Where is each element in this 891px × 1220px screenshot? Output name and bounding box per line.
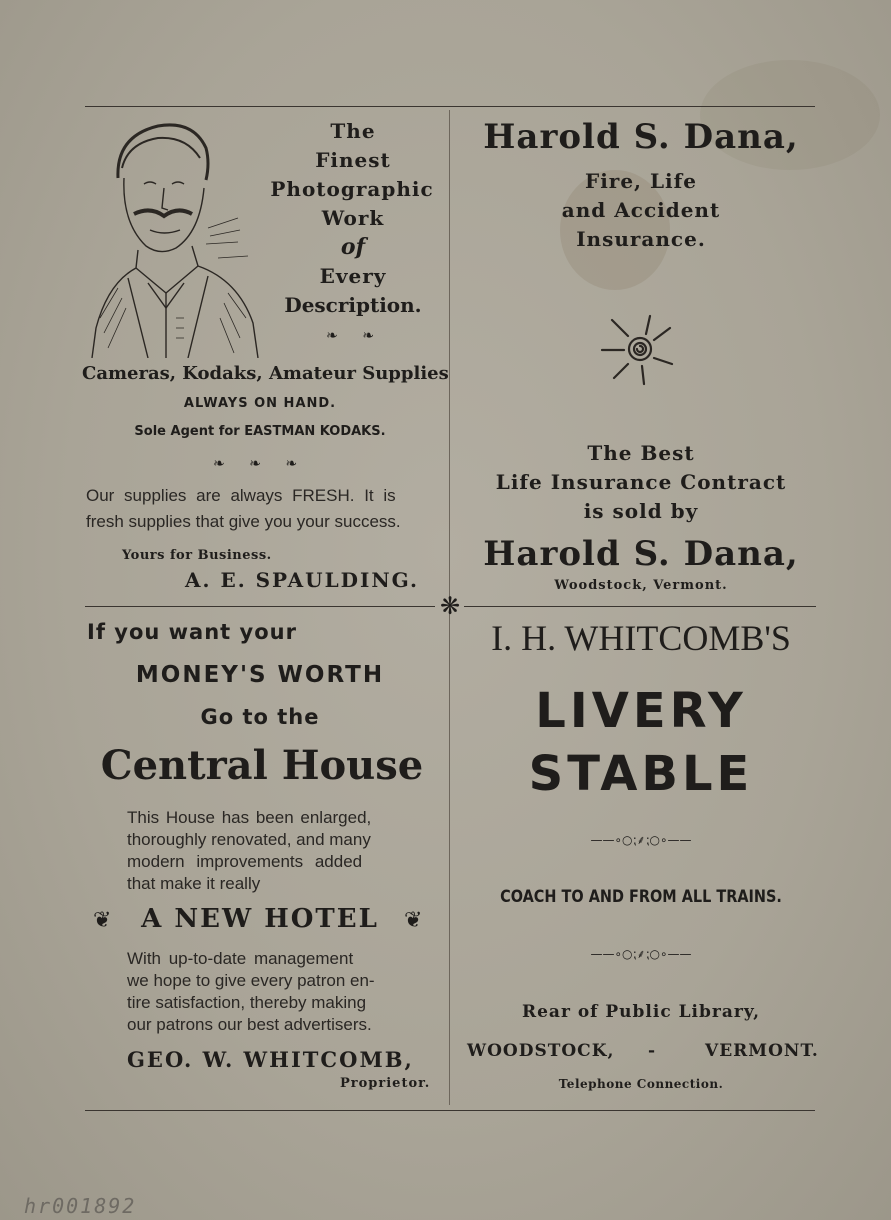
cameras-line: Cameras, Kodaks, Amateur Supplies (82, 363, 449, 384)
flourish-divider: ——∘○⁏⸙⁏○∘—— (590, 833, 692, 847)
spaulding-signature: A. E. SPAULDING. (185, 568, 419, 592)
mgmt-line-1: With up-to-date management (127, 949, 354, 968)
rear-of-library: Rear of Public Library, (521, 1002, 760, 1022)
supplies-line-1: Our supplies are always FRESH. It is (86, 486, 396, 505)
photo-headline-7: Description. (284, 293, 422, 317)
woodstock-vermont: Woodstock, Vermont. (554, 578, 728, 593)
photo-headline-1: The (330, 119, 376, 143)
portrait-engraving (88, 118, 263, 358)
best-line-3: is sold by (583, 499, 699, 523)
photo-headline-2: Finest (315, 148, 391, 172)
mgmt-line-2: we hope to give every patron en- (127, 971, 375, 990)
photo-headline-4: Work (321, 206, 385, 230)
telephone-connection: Telephone Connection. (558, 1077, 724, 1091)
leaf-ornament: ❧ ❧ (326, 328, 384, 344)
central-desc-3: modern improvements added (127, 852, 363, 871)
coach-line: COACH TO AND FROM ALL TRAINS. (500, 887, 782, 907)
central-desc-4: that make it really (127, 874, 261, 893)
central-house: Central House (100, 742, 424, 789)
leaf-ornament: ❧ ❧ ❧ (212, 456, 308, 472)
go-to-the: Go to the (200, 705, 320, 729)
proprietor: Proprietor. (340, 1076, 431, 1091)
insurance-line-2: and Accident (561, 198, 721, 222)
geo-whitcomb: GEO. W. WHITCOMB, (127, 1047, 414, 1072)
moneys-worth: MONEY'S WORTH (135, 662, 385, 688)
central-desc-1: This House has been enlarged, (127, 808, 372, 827)
top-rule (85, 106, 815, 107)
leaf-right-icon: ❦ (404, 908, 423, 933)
leaf-left-icon: ❦ (93, 908, 112, 933)
a-new-hotel: A NEW HOTEL (141, 904, 379, 934)
vermont: VERMONT. (705, 1041, 819, 1061)
insurance-line-1: Fire, Life (585, 169, 697, 193)
catalog-number: hr001892 (24, 1194, 137, 1218)
dana-name-bottom: Harold S. Dana, (483, 534, 799, 574)
center-ornament: ❋ (439, 592, 461, 620)
insurance-line-3: Insurance. (576, 227, 706, 251)
mgmt-line-4: our patrons our best advertisers. (127, 1015, 372, 1034)
livery-title: LIVERY (535, 683, 747, 739)
best-line-2: Life Insurance Contract (495, 470, 787, 494)
middle-rule-left (85, 606, 435, 607)
stable-title: STABLE (528, 746, 754, 802)
best-line-1: The Best (587, 441, 695, 465)
photo-headline-5: of (340, 234, 366, 260)
dash: - (648, 1041, 656, 1061)
flourish-divider: ——∘○⁏⸙⁏○∘—— (590, 947, 692, 961)
ih-whitcombs: I. H. WHITCOMB'S (491, 618, 791, 658)
supplies-line-2: fresh supplies that give you your success. (86, 512, 401, 531)
woodstock: WOODSTOCK, (467, 1041, 615, 1061)
central-desc-2: thoroughly renovated, and many (127, 830, 371, 849)
always-on-hand: ALWAYS ON HAND. (183, 396, 337, 411)
dana-name-top: Harold S. Dana, (483, 117, 799, 157)
bottom-rule (85, 1110, 815, 1111)
sole-agent: Sole Agent for EASTMAN KODAKS. (134, 424, 386, 439)
middle-rule-right (464, 606, 816, 607)
if-you-want: If you want your (87, 620, 297, 644)
photo-headline-3: Photographic (270, 177, 434, 201)
mgmt-line-3: tire satisfaction, thereby making (127, 993, 367, 1012)
yours-for-business: Yours for Business. (122, 548, 272, 563)
photo-headline-6: Every (319, 264, 387, 288)
sun-ornament (600, 312, 678, 386)
